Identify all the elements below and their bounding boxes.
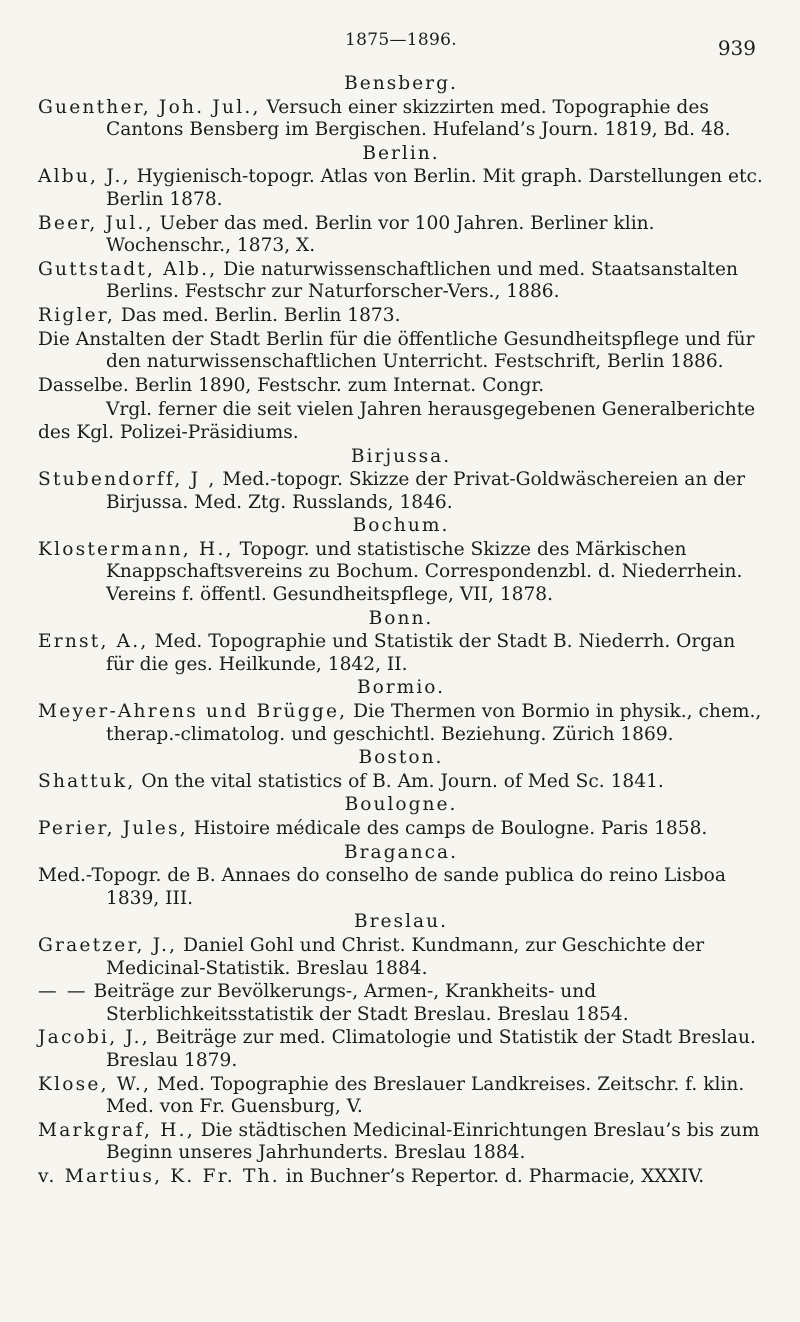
running-title: 1875—1896.	[345, 30, 457, 50]
bibliography-entry	[38, 305, 764, 328]
page-number: 939	[717, 36, 756, 60]
section-bormio	[38, 677, 764, 746]
entry-text: Das med. Berlin. Berlin 1873.	[114, 304, 401, 326]
bibliography-entry	[38, 375, 764, 398]
section-berlin	[38, 143, 764, 445]
bibliography-entry	[38, 1166, 764, 1189]
entry-author: Graetzer, J.,	[38, 934, 178, 956]
bibliography-entry	[38, 329, 764, 374]
section-heading: Berlin.	[362, 142, 440, 164]
entry-author: — —	[38, 981, 88, 1003]
entry-text: On the vital statistics of B. Am. Journ. of Med Sc. 1841.	[135, 770, 664, 792]
entry-text: Die Thermen von Bormio in physik., chem., therap.-climatolog. und geschichtl. Beziehung. Zürich 1869.	[106, 701, 762, 745]
section-heading: Braganca.	[343, 841, 458, 863]
entry-text: Dasselbe. Berlin 1890, Festschr. zum Internat. Congr.	[38, 374, 545, 396]
bibliography-entry	[38, 539, 764, 607]
entry-author: Meyer-Ahrens und Brügge,	[38, 701, 348, 723]
bibliography-entry	[38, 166, 764, 211]
entry-text: Topogr. und statistische Skizze des Märkischen Knappschaftsvereins zu Bochum. Correspondenzbl. d. Niederrhein. Vereins f. öffentl. Gesundheitspflege, VII, 1878.	[106, 538, 743, 606]
entry-author: Rigler,	[38, 304, 115, 326]
section-heading: Bormio.	[356, 677, 446, 699]
section-braganca	[38, 842, 764, 911]
entry-text: Die städtischen Medicinal-Einrichtungen Breslau’s bis zum Beginn unseres Jahrhunderts. Breslau 1884.	[106, 1119, 760, 1164]
entry-text: Hygienisch-topogr. Atlas von Berlin. Mit graph. Darstellungen etc. Berlin 1878.	[106, 166, 763, 210]
entry-author: Beer, Jul.,	[38, 212, 154, 234]
running-header	[0, 30, 800, 60]
bibliography-entry	[38, 259, 764, 304]
section-boulogne	[38, 794, 764, 840]
entry-text: Daniel Gohl und Christ. Kundmann, zur Geschichte der Medicinal-Statistik. Breslau 1884.	[106, 934, 705, 979]
bibliography-entry	[38, 1027, 764, 1072]
section-breslau	[38, 911, 764, 1188]
section-bensberg	[38, 73, 764, 142]
entry-text: Histoire médicale des camps de Boulogne. Paris 1858.	[187, 818, 708, 839]
entry-text: Die naturwissenschaftlichen und med. Staatsanstalten Berlins. Festschr zur Naturforscher-Vers., 1886.	[106, 258, 738, 303]
bibliography-entry	[38, 1120, 764, 1165]
entry-author: Klostermann, H.,	[38, 538, 234, 560]
section-boston	[38, 747, 764, 793]
bibliography-entry	[38, 1074, 764, 1119]
bibliography-entry	[38, 469, 764, 514]
bibliography-entry	[38, 865, 764, 910]
entry-author: Perier, Jules,	[38, 818, 188, 839]
bibliography-entry	[38, 818, 764, 841]
entry-author: Guttstadt, Alb.,	[38, 258, 218, 280]
entry-text: in Buchner’s Repertor. d. Pharmacie, XXXIV.	[279, 1165, 705, 1187]
entry-text: Med.-topogr. Skizze der Privat-Goldwäschereien an der Birjussa. Med. Ztg. Russlands, 1846.	[106, 469, 746, 513]
bibliography-entry	[38, 631, 764, 676]
bibliography-entry	[38, 935, 764, 980]
bibliography-entry	[38, 213, 764, 258]
entry-author: Ernst, A.,	[38, 631, 149, 653]
entry-author: Markgraf, H.,	[38, 1119, 195, 1141]
section-heading: Bochum.	[352, 515, 450, 537]
entry-text: Med. Topographie des Breslauer Landkreises. Zeitschr. f. klin. Med. von Fr. Guensburg, V.	[106, 1073, 745, 1118]
section-birjussa	[38, 446, 764, 515]
section-heading: Boston.	[358, 747, 444, 769]
entry-author: Guenther, Joh. Jul.,	[38, 96, 261, 118]
bibliography-body	[38, 73, 764, 1190]
section-heading: Breslau.	[353, 911, 449, 933]
entry-text: Med. Topographie und Statistik der Stadt B. Niederrh. Organ für die ges. Heilkunde, 1842, II.	[106, 631, 736, 675]
bibliography-entry	[38, 97, 764, 142]
bibliography-entry	[38, 771, 764, 794]
entry-author: Albu, J.,	[38, 166, 131, 188]
entry-author: Shattuk,	[38, 770, 136, 792]
entry-text: Die Anstalten der Stadt Berlin für die öffentliche Gesundheitspflege und für den naturwissenschaftlichen Unterricht. Festschrift, Berlin 1886.	[38, 328, 755, 373]
section-heading: Boulogne.	[344, 794, 458, 816]
section-bonn	[38, 608, 764, 677]
entry-text: Versuch einer skizzirten med. Topographie des Cantons Bensberg im Bergischen. Hufeland’s Journ. 1819, Bd. 48.	[106, 96, 731, 141]
entry-text: Med.-Topogr. de B. Annaes do conselho de sande publica do reino Lisboa 1839, III.	[38, 865, 726, 909]
section-bochum	[38, 515, 764, 606]
section-heading: Bonn.	[368, 607, 434, 629]
entry-author: Jacobi, J.,	[38, 1027, 150, 1049]
bibliography-entry	[38, 701, 764, 746]
section-note: Vrgl. ferner die seit vielen Jahren herausgegebenen Generalberichte des Kgl. Polizei-Präsidiums.	[38, 399, 756, 443]
entry-text: Ueber das med. Berlin vor 100 Jahren. Berliner klin. Wochenschr., 1873, X.	[106, 212, 655, 257]
entry-text: Beiträge zur Bevölkerungs-, Armen-, Krankheits- und Sterblichkeitsstatistik der Stadt Breslau. Breslau 1854.	[87, 981, 629, 1025]
entry-author: Klose, W.,	[38, 1073, 152, 1095]
entry-text: Beiträge zur med. Climatologie und Statistik der Stadt Breslau. Breslau 1879.	[106, 1027, 756, 1071]
entry-author: v. Martius, K. Fr. Th.	[38, 1165, 280, 1187]
section-heading: Birjussa.	[350, 445, 452, 467]
bibliography-entry	[38, 981, 764, 1026]
entry-author: Stubendorff, J ,	[38, 469, 217, 491]
section-heading: Bensberg.	[344, 73, 458, 94]
